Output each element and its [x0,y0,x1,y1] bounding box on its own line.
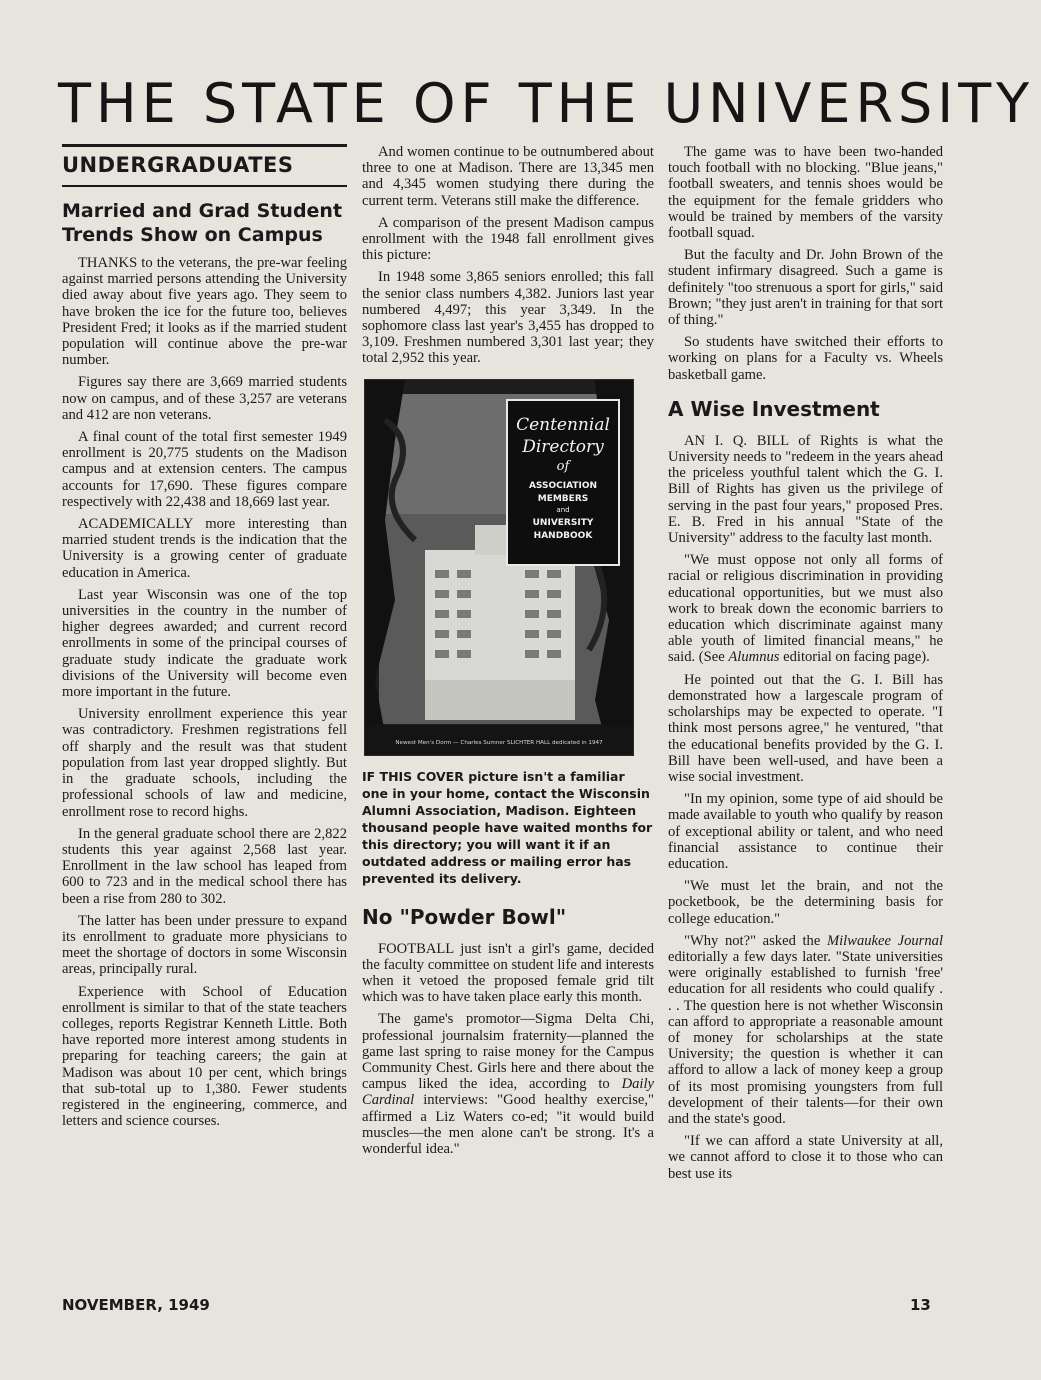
article-paragraph: THANKS to the veterans, the pre-war feeling against married persons attending the University died away about five years ago. They seem to have broken the ice for the future too, believes President Fred; it looks as if the married student population will continue above the pre-war number. [62,255,347,369]
cover-bottom-strip: Newest Men's Dorm — Charles Sumner SLICHTER HALL dedicated in 1947 [395,739,603,746]
cover-illustration [365,380,633,755]
article-paragraph: University enrollment experience this year was contradictory. Freshmen registrations fell off sharply and the result was that student population from last year dropped slightly. But in the graduate schools, including the professional schools of law and medicine, enrollment rose to record highs. [62,706,347,820]
article-paragraph: A final count of the total first semester 1949 enrollment is 20,775 students on the Madison campus and at extension centers. The campus accounts for 17,690. These figures compare respectively with 22,438 and 18,669 last year. [62,429,347,510]
text-run: "We must oppose not only all forms of racial or religious discrimination in providing educational opportunities, but we must also work to break down the economic barriers to education which discriminate against many able youth of limited financial means," he said. (See [668,552,943,666]
article-paragraph: So students have switched their efforts to working on plans for a Faculty vs. Wheels basketball game. [668,334,943,383]
article-paragraph: AN I. Q. BILL of Rights is what the University needs to "redeem in the years ahead the priceless youthful talent which the G. I. Bill of Rights has given us the privilege of serving in the past four years," proposed Pres. E. B. Fred in his annual "State of the University" address to the faculty last month. [668,432,943,547]
caption-text: picture isn't a familiar one in your home, contact the Wisconsin Alumni Association, Madison. Eighteen thousand people have waited months for this directory; you will want it if an outdated address or mailing error has prevented its delivery. [362,768,653,886]
text-run: interviews: "Good healthy exercise," affirmed a Liz Waters co-ed; "it would build muscles—the men alone can't be strong. It's a wonderful idea." [362,1092,654,1158]
article-paragraph: In the general graduate school there are 2,822 students this year against 2,568 last year. Enrollment in the law school has leaped from 600 to 723 and in the medical school there has been a rise from 280 to 302. [62,825,347,907]
section-rule-top [62,144,347,147]
article-paragraph: In 1948 some 3,865 seniors enrolled; this fall the senior class numbers 4,382. Juniors last year numbered 4,497; this year 3,349. In the sophomore class last year's 3,455 has dropped to 3,109. Freshmen numbered 3,301 last year; they total 2,952 this year. [362,269,654,367]
directory-cover-image [364,379,634,756]
cover-label-line1: ASSOCIATION [528,480,598,491]
publication-name: Daily Cardinal [362,1076,654,1109]
cover-label-line4: UNIVERSITY [532,517,594,528]
article-paragraph: A comparison of the present Madison campus enrollment with the 1948 fall enrollment gives this picture: [362,214,654,264]
article-paragraph: And women continue to be outnumbered about three to one at Madison. There are 13,345 men and 4,345 women studying there during the current term. Veterans still make the difference. [362,144,654,209]
section-label: UNDERGRADUATES [62,153,294,177]
article-paragraph: Experience with School of Education enrollment is similar to that of the state teachers colleges, reports Registrar Kenneth Little. Both have reported more interest among students in preparing for teaching careers; the gain at Madison was about 10 per cent, which brings that sub-total up to 1,380. Fewer students registered in the engineering, commerce, and letters and science courses. [62,983,347,1130]
publication-name: Alumnus [728,649,780,666]
footer-date: NOVEMBER, 1949 [62,1296,210,1314]
column-2 [362,144,654,1163]
article-headline: Married and Grad Student Trends Show on Campus [62,200,343,246]
page-number: 13 [910,1296,931,1314]
cover-title-line1: Centennial [516,414,610,435]
article-paragraph: But the faculty and Dr. John Brown of the student infirmary disagreed. Such a game is definitely "too strenuous a sport for girls," said Brown; "they just aren't in training for that sort of thing." [668,247,943,329]
article-paragraph: FOOTBALL just isn't a girl's game, decided the faculty committee on student life and interests when it vetoed the proposed female grid tilt which was to have taken place early this month. [362,940,654,1006]
cover-title-line2: Directory [522,436,604,457]
column-3 [668,144,943,1188]
article-paragraph [362,1011,654,1157]
text-run: The game's promotor—Sigma Delta Chi, professional journalsim fraternity—planned the game last spring to raise money for the Campus Community Chest. Girls here and there about the campus liked the idea, according to [362,1011,654,1093]
article-paragraph: The latter has been under pressure to expand its enrollment to graduate more physicians to meet the shortage of doctors in some Wisconsin areas, principally rural. [62,912,347,978]
article-paragraph: The game was to have been two-handed touch football with no blocking. "Blue jeans," football sweaters, and tennis shoes would be the equipment for the female gridders who would be trained by members of the varsity football squad. [668,144,943,242]
text-run: "Why not?" asked the [684,932,827,949]
article-paragraph [668,552,943,665]
text-run: editorial on facing page). [779,649,930,666]
article-headline: A Wise Investment [668,396,880,421]
cover-label-line3: and [556,505,570,514]
cover-title-line3: of [556,458,570,474]
section-rule-bottom [62,185,347,187]
article-paragraph: "We must let the brain, and not the pocketbook, be the determining basis for college education." [668,878,943,927]
article-headline: No "Powder Bowl" [362,904,567,929]
text-run: editorially a few days later. "State universities were originally established to furnish 'free' education for all residents who could qualify . . . The question here is not whether Wisconsin can afford to appropriate a reasonable amount of money for scholarships at the state University; the question is whether it can afford to allow a lack of money keep a group of its most promising youngsters from full development of their talents—for their own and the state's good. [668,948,943,1127]
article-paragraph: Last year Wisconsin was one of the top universities in the country in the number of higher degrees awarded; and current record enrollments in some of the principal courses of graduate study indicate the graduate work divisions of the University will become even more important in the future. [62,586,347,701]
caption-lead: IF THIS COVER [362,768,464,784]
publication-name: Milwaukee Journal [826,932,943,949]
article-paragraph: He pointed out that the G. I. Bill has demonstrated how a largescale program of scholarships may be expected to operate. "I think most persons agree," he ventured, "that the educational benefits provided by the G. I. Bill have been well-used, and have been a wise social investment. [668,671,943,785]
article-paragraph: ACADEMICALLY more interesting than married student trends is the indication that the University is a growing center of graduate education in America. [62,516,347,581]
masthead-title: THE STATE OF THE UNIVERSITY [58,72,1035,135]
cover-caption [362,768,654,887]
cover-label-line2: MEMBERS [537,493,589,504]
article-paragraph: Figures say there are 3,669 married students now on campus, and of these 3,257 are veterans and 412 are non veterans. [62,374,347,423]
article-paragraph: "In my opinion, some type of aid should be made available to youth who qualify by reason of exceptional ability or talent, and who need financial assistance to continue their education. [668,791,943,872]
cover-label-line5: HANDBOOK [533,530,593,541]
column-1 [62,144,347,1135]
article-paragraph [668,933,943,1127]
article-paragraph: "If we can afford a state University at all, we cannot afford to close it to those who can best use its [668,1133,943,1182]
